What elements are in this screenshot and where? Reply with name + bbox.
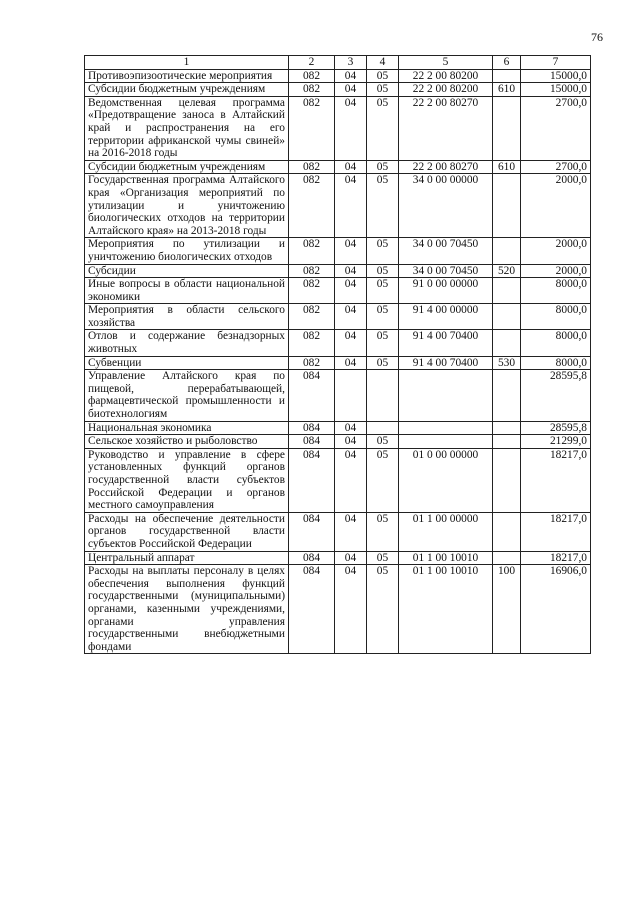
admin-code: 084 bbox=[289, 565, 335, 654]
table-body bbox=[85, 56, 591, 654]
admin-code: 082 bbox=[289, 174, 335, 238]
amount: 18217,0 bbox=[521, 448, 591, 512]
table-row bbox=[85, 304, 591, 330]
admin-code: 082 bbox=[289, 330, 335, 356]
section-code bbox=[335, 370, 367, 421]
row-name: Мероприятия в области сельского хозяйства bbox=[85, 304, 289, 330]
column-header: 7 bbox=[521, 56, 591, 70]
expense-type-code bbox=[493, 370, 521, 421]
page-number: 76 bbox=[591, 30, 603, 44]
subsection-code: 05 bbox=[367, 83, 399, 97]
admin-code: 084 bbox=[289, 512, 335, 551]
target-item-code: 01 0 00 00000 bbox=[399, 448, 493, 512]
table-row bbox=[85, 435, 591, 449]
subsection-code: 05 bbox=[367, 356, 399, 370]
subsection-code: 05 bbox=[367, 96, 399, 160]
row-name: Национальная экономика bbox=[85, 421, 289, 435]
row-name: Расходы на обеспечение деятельности органов государственной власти субъектов Российской Федерации bbox=[85, 512, 289, 551]
expense-type-code: 520 bbox=[493, 264, 521, 278]
amount: 21299,0 bbox=[521, 435, 591, 449]
amount: 18217,0 bbox=[521, 551, 591, 565]
row-name: Центральный аппарат bbox=[85, 551, 289, 565]
column-header: 3 bbox=[335, 56, 367, 70]
amount: 8000,0 bbox=[521, 330, 591, 356]
admin-code: 084 bbox=[289, 370, 335, 421]
row-name: Противоэпизоотические мероприятия bbox=[85, 69, 289, 83]
section-code: 04 bbox=[335, 421, 367, 435]
admin-code: 082 bbox=[289, 264, 335, 278]
expense-type-code bbox=[493, 304, 521, 330]
row-name: Управление Алтайского края по пищевой, перерабатывающей, фармацевтической промышленности и биотехнологиям bbox=[85, 370, 289, 421]
section-code: 04 bbox=[335, 83, 367, 97]
amount: 2000,0 bbox=[521, 174, 591, 238]
expense-type-code bbox=[493, 96, 521, 160]
target-item-code: 91 4 00 00000 bbox=[399, 304, 493, 330]
target-item-code: 01 1 00 00000 bbox=[399, 512, 493, 551]
column-header: 2 bbox=[289, 56, 335, 70]
section-code: 04 bbox=[335, 565, 367, 654]
amount: 2000,0 bbox=[521, 238, 591, 264]
admin-code: 082 bbox=[289, 356, 335, 370]
expense-type-code bbox=[493, 69, 521, 83]
target-item-code: 34 0 00 00000 bbox=[399, 174, 493, 238]
table-row bbox=[85, 83, 591, 97]
expense-type-code bbox=[493, 421, 521, 435]
target-item-code bbox=[399, 435, 493, 449]
table-header-row bbox=[85, 56, 591, 70]
section-code: 04 bbox=[335, 69, 367, 83]
target-item-code: 91 4 00 70400 bbox=[399, 356, 493, 370]
row-name: Субсидии бюджетным учреждениям bbox=[85, 160, 289, 174]
admin-code: 082 bbox=[289, 304, 335, 330]
amount: 28595,8 bbox=[521, 421, 591, 435]
section-code: 04 bbox=[335, 238, 367, 264]
section-code: 04 bbox=[335, 160, 367, 174]
row-name: Мероприятия по утилизации и уничтожению биологических отходов bbox=[85, 238, 289, 264]
expense-type-code bbox=[493, 330, 521, 356]
column-header: 4 bbox=[367, 56, 399, 70]
row-name: Отлов и содержание безнадзорных животных bbox=[85, 330, 289, 356]
expense-type-code bbox=[493, 435, 521, 449]
expense-type-code: 610 bbox=[493, 83, 521, 97]
column-header: 6 bbox=[493, 56, 521, 70]
admin-code: 082 bbox=[289, 96, 335, 160]
amount: 2000,0 bbox=[521, 264, 591, 278]
section-code: 04 bbox=[335, 264, 367, 278]
table-row bbox=[85, 278, 591, 304]
admin-code: 084 bbox=[289, 435, 335, 449]
target-item-code bbox=[399, 421, 493, 435]
subsection-code: 05 bbox=[367, 264, 399, 278]
expense-type-code bbox=[493, 551, 521, 565]
table-row bbox=[85, 421, 591, 435]
budget-table bbox=[84, 55, 591, 654]
expense-type-code: 530 bbox=[493, 356, 521, 370]
subsection-code: 05 bbox=[367, 174, 399, 238]
table-row bbox=[85, 96, 591, 160]
table-row bbox=[85, 512, 591, 551]
row-name: Субсидии бюджетным учреждениям bbox=[85, 83, 289, 97]
row-name: Иные вопросы в области национальной экономики bbox=[85, 278, 289, 304]
expense-type-code: 610 bbox=[493, 160, 521, 174]
table-row bbox=[85, 238, 591, 264]
subsection-code: 05 bbox=[367, 512, 399, 551]
amount: 2700,0 bbox=[521, 160, 591, 174]
subsection-code bbox=[367, 421, 399, 435]
row-name: Субсидии bbox=[85, 264, 289, 278]
row-name: Государственная программа Алтайского края «Организация мероприятий по утилизации и уничтожению биологических отходов на территории Алтайского края» на 2013-2018 годы bbox=[85, 174, 289, 238]
table-row bbox=[85, 69, 591, 83]
row-name: Руководство и управление в сфере установленных функций органов государственной власти субъектов Российской Федерации и органов местного самоуправления bbox=[85, 448, 289, 512]
subsection-code: 05 bbox=[367, 238, 399, 264]
section-code: 04 bbox=[335, 551, 367, 565]
admin-code: 084 bbox=[289, 421, 335, 435]
target-item-code: 01 1 00 10010 bbox=[399, 551, 493, 565]
admin-code: 084 bbox=[289, 551, 335, 565]
subsection-code: 05 bbox=[367, 330, 399, 356]
expense-type-code bbox=[493, 278, 521, 304]
section-code: 04 bbox=[335, 448, 367, 512]
subsection-code: 05 bbox=[367, 448, 399, 512]
amount: 8000,0 bbox=[521, 278, 591, 304]
table-row bbox=[85, 160, 591, 174]
amount: 18217,0 bbox=[521, 512, 591, 551]
expense-type-code: 100 bbox=[493, 565, 521, 654]
amount: 15000,0 bbox=[521, 69, 591, 83]
admin-code: 082 bbox=[289, 69, 335, 83]
admin-code: 082 bbox=[289, 83, 335, 97]
subsection-code: 05 bbox=[367, 69, 399, 83]
target-item-code: 34 0 00 70450 bbox=[399, 238, 493, 264]
section-code: 04 bbox=[335, 356, 367, 370]
admin-code: 084 bbox=[289, 448, 335, 512]
subsection-code: 05 bbox=[367, 435, 399, 449]
target-item-code bbox=[399, 370, 493, 421]
section-code: 04 bbox=[335, 278, 367, 304]
amount: 28595,8 bbox=[521, 370, 591, 421]
subsection-code: 05 bbox=[367, 551, 399, 565]
amount: 8000,0 bbox=[521, 356, 591, 370]
amount: 2700,0 bbox=[521, 96, 591, 160]
admin-code: 082 bbox=[289, 160, 335, 174]
target-item-code: 34 0 00 70450 bbox=[399, 264, 493, 278]
target-item-code: 22 2 00 80200 bbox=[399, 83, 493, 97]
table-row bbox=[85, 551, 591, 565]
subsection-code: 05 bbox=[367, 160, 399, 174]
table-row bbox=[85, 565, 591, 654]
expense-type-code bbox=[493, 448, 521, 512]
column-header: 1 bbox=[85, 56, 289, 70]
table-row bbox=[85, 370, 591, 421]
expense-type-code bbox=[493, 174, 521, 238]
section-code: 04 bbox=[335, 435, 367, 449]
table-row bbox=[85, 174, 591, 238]
amount: 15000,0 bbox=[521, 83, 591, 97]
expense-type-code bbox=[493, 512, 521, 551]
section-code: 04 bbox=[335, 330, 367, 356]
target-item-code: 22 2 00 80200 bbox=[399, 69, 493, 83]
row-name: Субвенции bbox=[85, 356, 289, 370]
amount: 16906,0 bbox=[521, 565, 591, 654]
subsection-code bbox=[367, 370, 399, 421]
subsection-code: 05 bbox=[367, 304, 399, 330]
admin-code: 082 bbox=[289, 278, 335, 304]
admin-code: 082 bbox=[289, 238, 335, 264]
section-code: 04 bbox=[335, 512, 367, 551]
column-header: 5 bbox=[399, 56, 493, 70]
table-row bbox=[85, 356, 591, 370]
table-row bbox=[85, 330, 591, 356]
section-code: 04 bbox=[335, 96, 367, 160]
target-item-code: 91 0 00 00000 bbox=[399, 278, 493, 304]
section-code: 04 bbox=[335, 174, 367, 238]
section-code: 04 bbox=[335, 304, 367, 330]
target-item-code: 22 2 00 80270 bbox=[399, 96, 493, 160]
table-row bbox=[85, 264, 591, 278]
target-item-code: 01 1 00 10010 bbox=[399, 565, 493, 654]
row-name: Ведомственная целевая программа «Предотвращение заноса в Алтайский край и распространения на его территории африканской чумы свиней» на 2016-2018 годы bbox=[85, 96, 289, 160]
row-name: Расходы на выплаты персоналу в целях обеспечения выполнения функций государственными (муниципальными) органами, казенными учреждениями, органами управления государственными внебюджетными фондами bbox=[85, 565, 289, 654]
table-row bbox=[85, 448, 591, 512]
subsection-code: 05 bbox=[367, 278, 399, 304]
row-name: Сельское хозяйство и рыболовство bbox=[85, 435, 289, 449]
amount: 8000,0 bbox=[521, 304, 591, 330]
subsection-code: 05 bbox=[367, 565, 399, 654]
target-item-code: 91 4 00 70400 bbox=[399, 330, 493, 356]
expense-type-code bbox=[493, 238, 521, 264]
target-item-code: 22 2 00 80270 bbox=[399, 160, 493, 174]
